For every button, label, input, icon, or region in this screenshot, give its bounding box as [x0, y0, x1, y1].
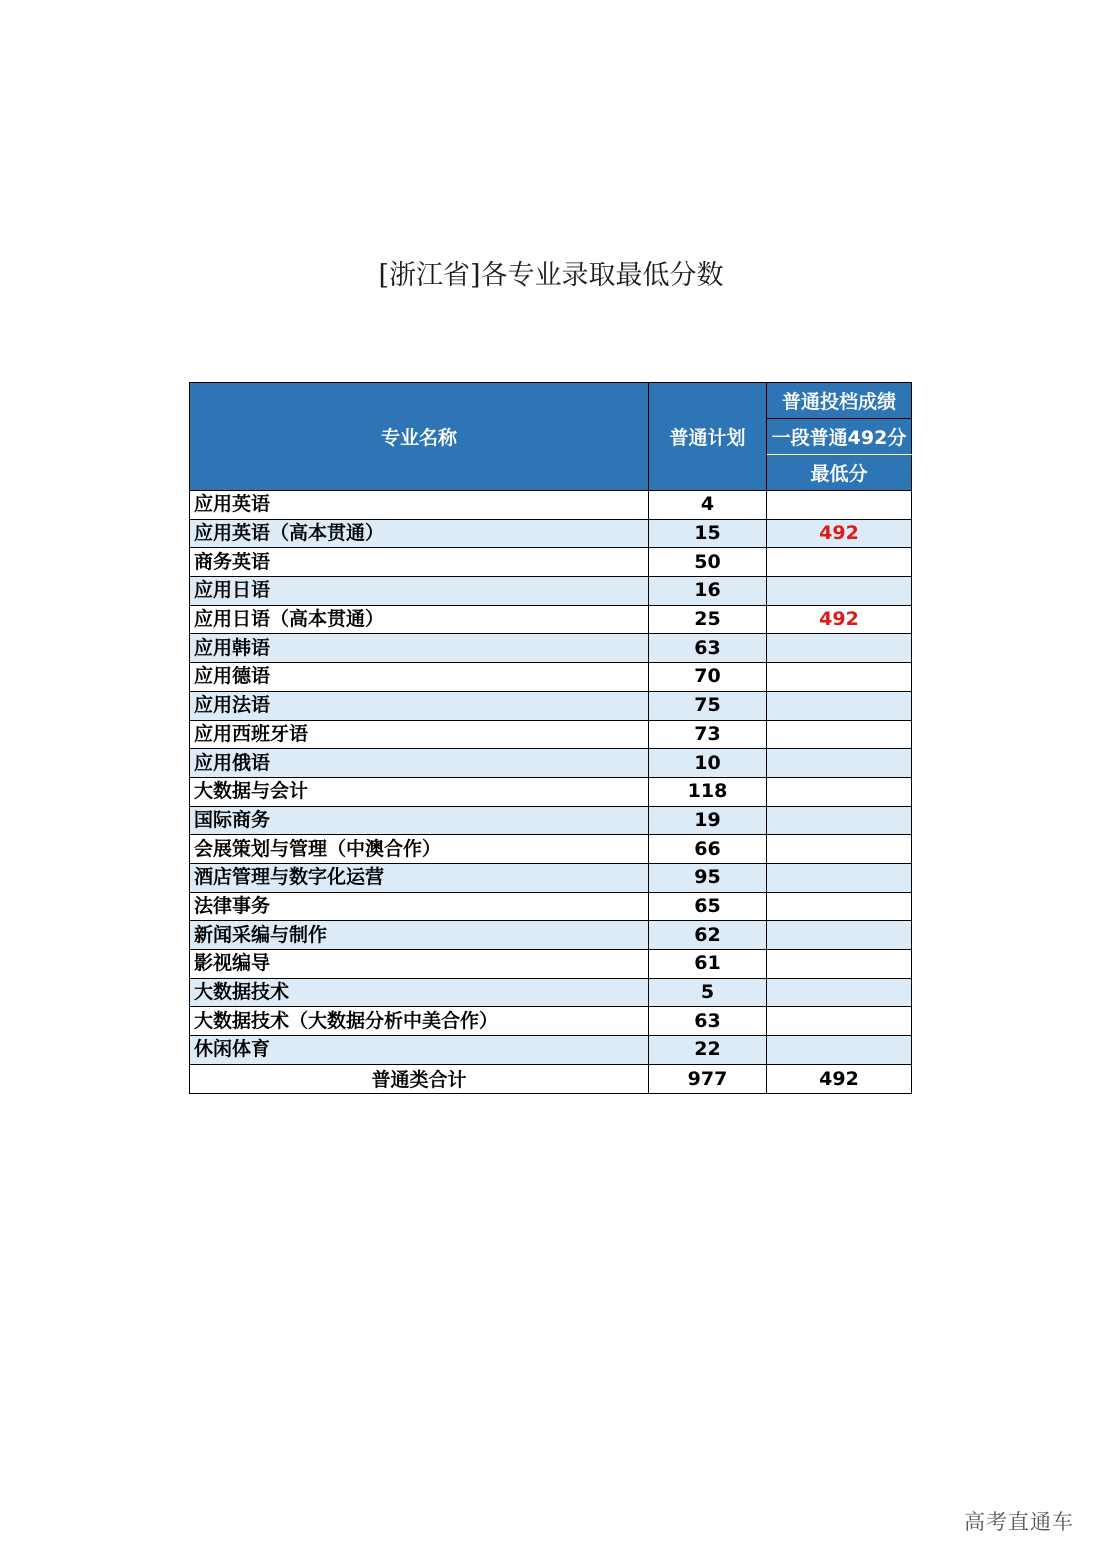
major-name-cell: 应用英语 — [190, 491, 649, 520]
admission-score-table — [189, 382, 912, 1094]
min-score-cell — [767, 577, 912, 606]
plan-count-cell: 50 — [649, 548, 767, 577]
plan-count-cell: 22 — [649, 1036, 767, 1065]
total-row — [190, 1064, 912, 1093]
plan-count-cell: 19 — [649, 806, 767, 835]
min-score-cell — [767, 978, 912, 1007]
plan-count-cell: 4 — [649, 491, 767, 520]
major-name-cell: 应用日语 — [190, 577, 649, 606]
min-score-cell — [767, 548, 912, 577]
major-name-cell: 大数据技术（大数据分析中美合作） — [190, 1007, 649, 1036]
min-score-cell — [767, 777, 912, 806]
plan-count-cell: 61 — [649, 950, 767, 979]
table-row — [190, 892, 912, 921]
table-row — [190, 663, 912, 692]
min-score-cell — [767, 663, 912, 692]
major-name-cell: 国际商务 — [190, 806, 649, 835]
major-name-cell: 大数据技术 — [190, 978, 649, 1007]
min-score-cell — [767, 1007, 912, 1036]
min-score-cell — [767, 691, 912, 720]
major-name-cell: 影视编导 — [190, 950, 649, 979]
total-label-cell: 普通类合计 — [190, 1064, 649, 1093]
major-name-cell: 新闻采编与制作 — [190, 921, 649, 950]
major-name-cell: 应用英语（高本贯通） — [190, 519, 649, 548]
min-score-cell — [767, 634, 912, 663]
table-row — [190, 634, 912, 663]
plan-count-cell: 118 — [649, 777, 767, 806]
total-score-cell: 492 — [767, 1064, 912, 1093]
plan-count-cell: 25 — [649, 605, 767, 634]
min-score-cell — [767, 1036, 912, 1065]
table-row — [190, 1007, 912, 1036]
table-row — [190, 863, 912, 892]
plan-count-cell: 15 — [649, 519, 767, 548]
table-row — [190, 691, 912, 720]
header-score-line2: 一段普通492分 — [767, 419, 912, 455]
header-score-line1: 普通投档成绩 — [767, 383, 912, 419]
table-row — [190, 749, 912, 778]
min-score-cell — [767, 892, 912, 921]
table-row — [190, 548, 912, 577]
min-score-cell: 492 — [767, 605, 912, 634]
plan-count-cell: 73 — [649, 720, 767, 749]
table-row — [190, 950, 912, 979]
min-score-cell: 492 — [767, 519, 912, 548]
major-name-cell: 休闲体育 — [190, 1036, 649, 1065]
min-score-cell — [767, 921, 912, 950]
plan-count-cell: 10 — [649, 749, 767, 778]
page-title: [浙江省]各专业录取最低分数 — [378, 260, 724, 291]
major-name-cell: 应用俄语 — [190, 749, 649, 778]
table-row — [190, 720, 912, 749]
major-name-cell: 应用德语 — [190, 663, 649, 692]
plan-count-cell: 70 — [649, 663, 767, 692]
table-row — [190, 519, 912, 548]
header-plan: 普通计划 — [649, 383, 767, 491]
plan-count-cell: 66 — [649, 835, 767, 864]
min-score-cell — [767, 835, 912, 864]
watermark: 高考直通车 — [964, 1510, 1074, 1534]
major-name-cell: 应用西班牙语 — [190, 720, 649, 749]
table-row — [190, 921, 912, 950]
table-row — [190, 491, 912, 520]
major-name-cell: 大数据与会计 — [190, 777, 649, 806]
plan-count-cell: 62 — [649, 921, 767, 950]
plan-count-cell: 65 — [649, 892, 767, 921]
major-name-cell: 应用韩语 — [190, 634, 649, 663]
min-score-cell — [767, 950, 912, 979]
table-row — [190, 777, 912, 806]
total-plan-cell: 977 — [649, 1064, 767, 1093]
plan-count-cell: 63 — [649, 1007, 767, 1036]
major-name-cell: 酒店管理与数字化运营 — [190, 863, 649, 892]
min-score-cell — [767, 863, 912, 892]
plan-count-cell: 75 — [649, 691, 767, 720]
major-name-cell: 法律事务 — [190, 892, 649, 921]
major-name-cell: 应用法语 — [190, 691, 649, 720]
min-score-cell — [767, 806, 912, 835]
min-score-cell — [767, 749, 912, 778]
table-row — [190, 835, 912, 864]
header-score-line3: 最低分 — [767, 455, 912, 491]
header-major: 专业名称 — [190, 383, 649, 491]
table-row — [190, 1036, 912, 1065]
plan-count-cell: 63 — [649, 634, 767, 663]
table-row — [190, 605, 912, 634]
major-name-cell: 商务英语 — [190, 548, 649, 577]
table-row — [190, 978, 912, 1007]
major-name-cell: 应用日语（高本贯通） — [190, 605, 649, 634]
table-row — [190, 577, 912, 606]
table-row — [190, 806, 912, 835]
min-score-cell — [767, 720, 912, 749]
plan-count-cell: 16 — [649, 577, 767, 606]
plan-count-cell: 5 — [649, 978, 767, 1007]
plan-count-cell: 95 — [649, 863, 767, 892]
major-name-cell: 会展策划与管理（中澳合作） — [190, 835, 649, 864]
min-score-cell — [767, 491, 912, 520]
